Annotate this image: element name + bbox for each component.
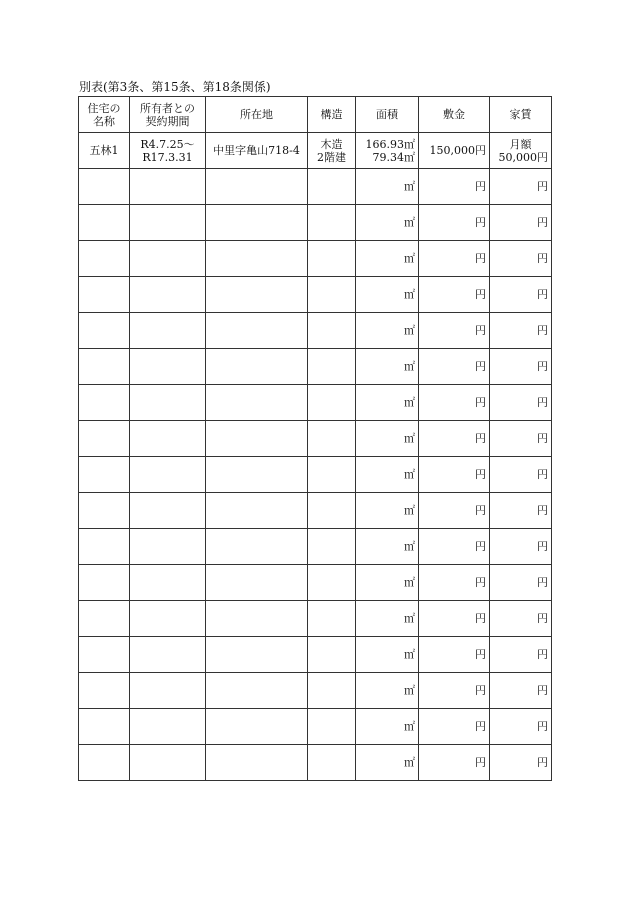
cell-rent — [490, 169, 552, 205]
unit-sqm: ㎡ — [404, 432, 415, 445]
cell-structure — [308, 313, 356, 349]
unit-yen: 円 — [475, 288, 486, 301]
cell-area — [356, 601, 419, 637]
cell-structure — [308, 169, 356, 205]
unit-sqm: ㎡ — [404, 216, 415, 229]
cell-period: R4.7.25～ R17.3.31 — [130, 133, 206, 169]
header-deposit: 敷金 — [419, 97, 490, 133]
unit-yen: 円 — [475, 756, 486, 769]
cell-structure — [308, 421, 356, 457]
cell-rent — [490, 745, 552, 781]
unit-sqm: ㎡ — [404, 288, 415, 301]
unit-yen: 円 — [537, 756, 548, 769]
cell-location — [206, 637, 308, 673]
cell-name — [79, 385, 130, 421]
unit-yen: 円 — [537, 576, 548, 589]
unit-yen: 円 — [475, 432, 486, 445]
cell-rent — [490, 205, 552, 241]
cell-location — [206, 529, 308, 565]
cell-deposit — [419, 421, 490, 457]
unit-yen: 円 — [537, 612, 548, 625]
cell-area — [356, 529, 419, 565]
cell-structure — [308, 241, 356, 277]
unit-sqm: ㎡ — [404, 324, 415, 337]
cell-name — [79, 673, 130, 709]
cell-rent — [490, 457, 552, 493]
table-row — [79, 385, 552, 421]
cell-period — [130, 457, 206, 493]
cell-structure — [308, 565, 356, 601]
header-name: 住宅の 名称 — [79, 97, 130, 133]
cell-structure — [308, 349, 356, 385]
cell-location — [206, 565, 308, 601]
header-structure: 構造 — [308, 97, 356, 133]
cell-area — [356, 385, 419, 421]
cell-deposit — [419, 457, 490, 493]
cell-deposit — [419, 241, 490, 277]
cell-deposit — [419, 313, 490, 349]
cell-period — [130, 637, 206, 673]
cell-structure — [308, 673, 356, 709]
cell-area — [356, 241, 419, 277]
table-row — [79, 745, 552, 781]
cell-area — [356, 205, 419, 241]
cell-location — [206, 169, 308, 205]
cell-rent — [490, 385, 552, 421]
cell-location — [206, 457, 308, 493]
unit-yen: 円 — [537, 180, 548, 193]
cell-period — [130, 529, 206, 565]
cell-name — [79, 709, 130, 745]
table-row — [79, 313, 552, 349]
unit-yen: 円 — [537, 720, 548, 733]
table-row — [79, 493, 552, 529]
cell-period — [130, 385, 206, 421]
cell-structure — [308, 709, 356, 745]
header-rent: 家賃 — [490, 97, 552, 133]
cell-rent — [490, 673, 552, 709]
cell-deposit — [419, 493, 490, 529]
cell-rent — [490, 529, 552, 565]
cell-rent — [490, 241, 552, 277]
cell-period — [130, 277, 206, 313]
cell-area — [356, 637, 419, 673]
unit-sqm: ㎡ — [404, 576, 415, 589]
cell-period — [130, 709, 206, 745]
cell-rent — [490, 709, 552, 745]
header-area: 面積 — [356, 97, 419, 133]
unit-yen: 円 — [537, 396, 548, 409]
cell-location — [206, 421, 308, 457]
cell-rent — [490, 349, 552, 385]
unit-yen: 円 — [475, 252, 486, 265]
cell-name — [79, 637, 130, 673]
cell-name — [79, 565, 130, 601]
table-row — [79, 637, 552, 673]
cell-location — [206, 709, 308, 745]
cell-area — [356, 421, 419, 457]
cell-name — [79, 745, 130, 781]
cell-period — [130, 601, 206, 637]
cell-location — [206, 313, 308, 349]
cell-deposit — [419, 565, 490, 601]
unit-yen: 円 — [475, 576, 486, 589]
unit-yen: 円 — [537, 288, 548, 301]
cell-deposit — [419, 601, 490, 637]
cell-location — [206, 385, 308, 421]
unit-yen: 円 — [475, 504, 486, 517]
unit-yen: 円 — [537, 216, 548, 229]
cell-area — [356, 673, 419, 709]
cell-name — [79, 493, 130, 529]
cell-location — [206, 277, 308, 313]
cell-deposit — [419, 637, 490, 673]
unit-sqm: ㎡ — [404, 540, 415, 553]
unit-yen: 円 — [475, 720, 486, 733]
table-row — [79, 169, 552, 205]
unit-yen: 円 — [537, 648, 548, 661]
unit-sqm: ㎡ — [404, 684, 415, 697]
unit-yen: 円 — [475, 396, 486, 409]
unit-yen: 円 — [537, 360, 548, 373]
schedule-table — [78, 96, 552, 781]
unit-yen: 円 — [537, 324, 548, 337]
unit-sqm: ㎡ — [404, 396, 415, 409]
cell-area — [356, 493, 419, 529]
cell-area — [356, 565, 419, 601]
unit-sqm: ㎡ — [404, 612, 415, 625]
table-row — [79, 565, 552, 601]
cell-structure — [308, 745, 356, 781]
cell-name — [79, 349, 130, 385]
table-row — [79, 277, 552, 313]
cell-deposit — [419, 385, 490, 421]
unit-sqm: ㎡ — [404, 756, 415, 769]
cell-deposit — [419, 205, 490, 241]
cell-deposit — [419, 745, 490, 781]
cell-location — [206, 601, 308, 637]
cell-area: 166.93㎡ 79.34㎡ — [356, 133, 419, 169]
header-period: 所有者との 契約期間 — [130, 97, 206, 133]
unit-yen: 円 — [537, 540, 548, 553]
cell-structure: 木造 2階建 — [308, 133, 356, 169]
cell-name — [79, 601, 130, 637]
unit-yen: 円 — [475, 540, 486, 553]
unit-sqm: ㎡ — [404, 360, 415, 373]
cell-area — [356, 457, 419, 493]
table-row — [79, 349, 552, 385]
cell-location — [206, 205, 308, 241]
cell-name — [79, 313, 130, 349]
header-row — [79, 97, 552, 133]
table-row — [79, 529, 552, 565]
cell-deposit: 150,000円 — [419, 133, 490, 169]
table-row — [79, 601, 552, 637]
cell-deposit — [419, 169, 490, 205]
cell-rent — [490, 601, 552, 637]
unit-yen: 円 — [475, 324, 486, 337]
cell-period — [130, 565, 206, 601]
cell-location — [206, 493, 308, 529]
cell-period — [130, 169, 206, 205]
unit-yen: 円 — [537, 684, 548, 697]
cell-area — [356, 745, 419, 781]
cell-rent — [490, 421, 552, 457]
cell-rent — [490, 493, 552, 529]
cell-name — [79, 421, 130, 457]
cell-structure — [308, 529, 356, 565]
cell-area — [356, 313, 419, 349]
cell-period — [130, 421, 206, 457]
unit-yen: 円 — [537, 504, 548, 517]
cell-deposit — [419, 349, 490, 385]
table-row — [79, 673, 552, 709]
cell-location — [206, 349, 308, 385]
cell-period — [130, 205, 206, 241]
cell-location — [206, 745, 308, 781]
cell-structure — [308, 277, 356, 313]
cell-structure — [308, 493, 356, 529]
cell-area — [356, 169, 419, 205]
cell-period — [130, 493, 206, 529]
table-row — [79, 457, 552, 493]
unit-sqm: ㎡ — [404, 252, 415, 265]
cell-rent: 月額 50,000円 — [490, 133, 552, 169]
unit-yen: 円 — [475, 612, 486, 625]
cell-rent — [490, 277, 552, 313]
cell-area — [356, 277, 419, 313]
table-caption: 別表(第3条、第15条、第18条関係) — [79, 80, 271, 94]
header-location: 所在地 — [206, 97, 308, 133]
cell-deposit — [419, 277, 490, 313]
unit-yen: 円 — [537, 252, 548, 265]
unit-sqm: ㎡ — [404, 468, 415, 481]
table-row — [79, 421, 552, 457]
cell-name — [79, 277, 130, 313]
unit-yen: 円 — [475, 360, 486, 373]
cell-name — [79, 241, 130, 277]
cell-name — [79, 457, 130, 493]
unit-sqm: ㎡ — [404, 180, 415, 193]
cell-period — [130, 745, 206, 781]
table-row — [79, 709, 552, 745]
unit-sqm: ㎡ — [404, 504, 415, 517]
cell-structure — [308, 385, 356, 421]
table-row — [79, 241, 552, 277]
unit-yen: 円 — [475, 180, 486, 193]
unit-yen: 円 — [475, 468, 486, 481]
cell-deposit — [419, 529, 490, 565]
cell-name — [79, 205, 130, 241]
table-row — [79, 133, 552, 169]
cell-structure — [308, 601, 356, 637]
table-row — [79, 205, 552, 241]
unit-yen: 円 — [537, 468, 548, 481]
cell-area — [356, 709, 419, 745]
cell-period — [130, 241, 206, 277]
cell-rent — [490, 637, 552, 673]
cell-period — [130, 349, 206, 385]
cell-area — [356, 349, 419, 385]
cell-location — [206, 673, 308, 709]
cell-deposit — [419, 709, 490, 745]
unit-yen: 円 — [475, 684, 486, 697]
cell-name — [79, 529, 130, 565]
cell-rent — [490, 565, 552, 601]
cell-period — [130, 313, 206, 349]
cell-name: 五林1 — [79, 133, 130, 169]
cell-period — [130, 673, 206, 709]
cell-structure — [308, 205, 356, 241]
cell-structure — [308, 457, 356, 493]
unit-yen: 円 — [475, 216, 486, 229]
unit-sqm: ㎡ — [404, 720, 415, 733]
cell-location — [206, 241, 308, 277]
unit-yen: 円 — [537, 432, 548, 445]
unit-sqm: ㎡ — [404, 648, 415, 661]
cell-deposit — [419, 673, 490, 709]
cell-name — [79, 169, 130, 205]
cell-location: 中里字亀山718-4 — [206, 133, 308, 169]
cell-structure — [308, 637, 356, 673]
unit-yen: 円 — [475, 648, 486, 661]
cell-rent — [490, 313, 552, 349]
